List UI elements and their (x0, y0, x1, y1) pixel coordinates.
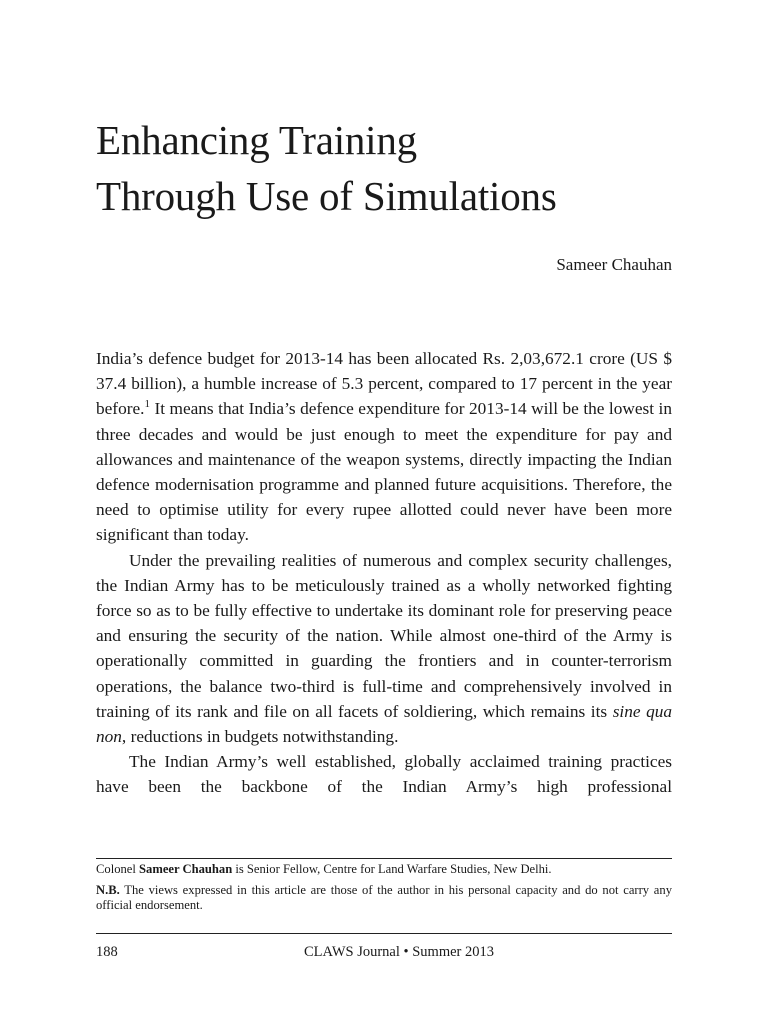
nb-note (96, 883, 672, 914)
article-body (96, 346, 672, 800)
author-note (96, 862, 672, 878)
page-number: 188 (96, 944, 118, 960)
article-author: Sameer Chauhan (556, 255, 672, 274)
footnote-divider (96, 858, 672, 859)
journal-page (96, 0, 672, 1024)
footer-divider (96, 933, 672, 934)
nb-text: The views expressed in this article are those of the author in his personal capacity and do not carry any official endorsement. (96, 882, 672, 912)
paragraph-1-text-a: India’s defence budget for 2013-14 has been allocated Rs. 2,03,672.1 crore (US $ 37.4 billion), a humble increase of 5.3 percent, compared to 17 percent in the year before. (96, 349, 672, 419)
paragraph-2-text-a: Under the prevailing realities of numerous and complex security challenges, the Indian Army has to be meticulously trained as a wholly networked fighting force so as to be fully effective to undertake its dominant role for preserving peace and ensuring the security of the nation. While almost one-third of the Army is operationally committed in guarding the frontiers and in counter-terrorism operations, the balance two-third is full-time and comprehensively involved in training of its rank and file on all facets of soldiering, which remains its (96, 550, 672, 721)
article-title-line-2: Through Use of Simulations (96, 173, 557, 219)
paragraph-1 (96, 346, 672, 548)
article-title-line-1: Enhancing Training (96, 117, 417, 163)
author-note-suffix: is Senior Fellow, Centre for Land Warfare Studies, New Delhi. (232, 862, 552, 876)
article-title (96, 112, 672, 224)
paragraph-1-text-b: It means that India’s defence expenditure for 2013-14 will be the lowest in three decades and would be just enough to meet the expenditure for pay and allowances and maintenance of the weapon systems, directly impacting the Indian defence modernisation programme and planned future acquisitions. Therefore, the need to optimise utility for every rupee allotted could never have been more significant than today. (96, 399, 672, 545)
paragraph-3: The Indian Army’s well established, globally acclaimed training practices have been the backbone of the Indian Army’s high professional (96, 752, 672, 797)
nb-label: N.B. (96, 882, 120, 897)
footnote-marker: 1 (144, 398, 150, 411)
paragraph-2-italic-phrase: sine qua non (96, 701, 672, 747)
author-note-name: Sameer Chauhan (139, 862, 233, 876)
running-footer: CLAWS Journal • Summer 2013 (304, 944, 494, 960)
paragraph-2 (96, 548, 672, 750)
author-note-prefix: Colonel (96, 862, 140, 876)
paragraph-2-text-b: , reductions in budgets notwithstanding. (121, 727, 399, 747)
footnotes (96, 862, 672, 919)
